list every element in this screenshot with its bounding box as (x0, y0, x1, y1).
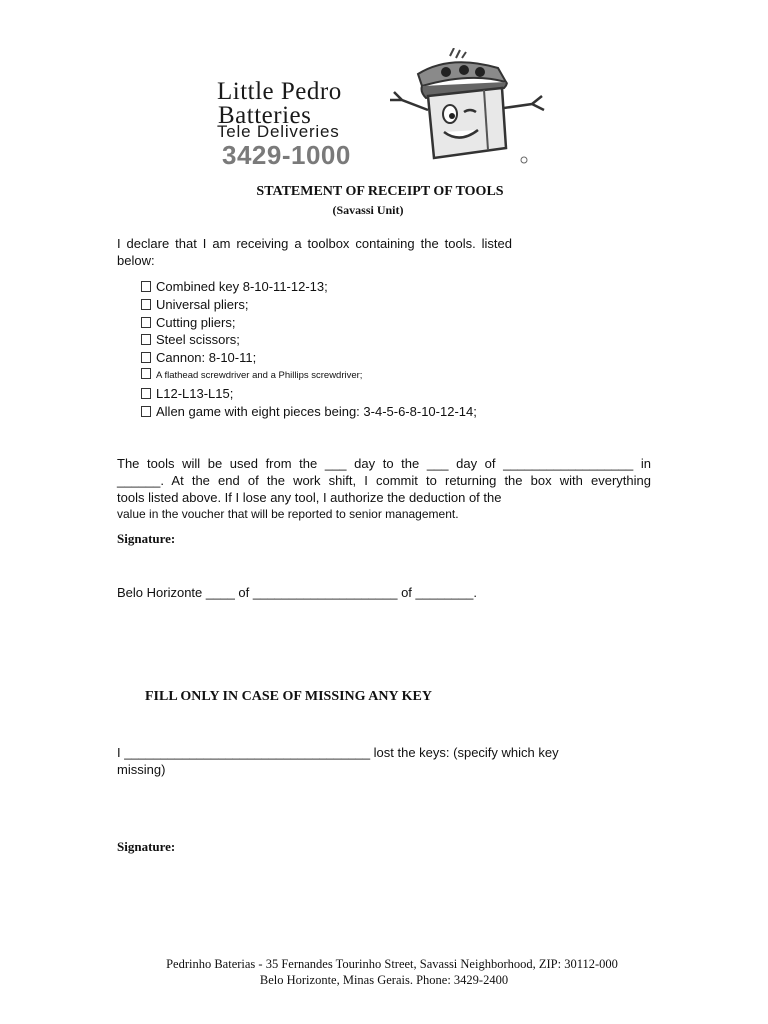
document-subtitle: (Savassi Unit) (332, 203, 404, 217)
usage-line: tools listed above. If I lose any tool, I authorize the deduction of the (117, 490, 502, 505)
checkbox-icon (141, 317, 151, 328)
tools-list (141, 278, 477, 420)
place-date-line: Belo Horizonte ____ of ____________________ of ________. (117, 585, 477, 600)
checkbox-icon (141, 388, 151, 399)
missing-section-title: FILL ONLY IN CASE OF MISSING ANY KEY (145, 689, 432, 704)
logo-name-line1: Little Pedro (217, 78, 342, 105)
footer-address: Pedrinho Baterias - 35 Fernandes Tourinho Street, Savassi Neighborhood, ZIP: 30112-000 (166, 957, 618, 971)
footer-contact: Belo Horizonte, Minas Gerais. Phone: 3429-2400 (259, 973, 509, 987)
usage-line: ______. At the end of the work shift, I commit to returning the box with everything (117, 473, 651, 488)
checkbox-icon (141, 334, 151, 345)
list-item: Allen game with eight pieces being: 3-4-5-6-8-10-12-14; (141, 403, 477, 421)
battery-mascot-icon (380, 48, 556, 168)
logo-tagline: Tele Deliveries (217, 122, 340, 141)
list-item: Steel scissors; (141, 331, 477, 349)
usage-paragraph (117, 455, 651, 523)
list-item: Cannon: 8-10-11; (141, 349, 477, 367)
list-item: Combined key 8-10-11-12-13; (141, 278, 477, 296)
list-item: Universal pliers; (141, 296, 477, 314)
intro-paragraph: I declare that I am receiving a toolbox containing the tools. listed below: (117, 236, 512, 268)
missing-keys-paragraph: I __________________________________ lost the keys: (specify which key missing) (117, 745, 559, 777)
list-item: Cutting pliers; (141, 314, 477, 332)
list-item: L12-L13-L15; (141, 385, 477, 403)
logo-phone: 3429-1000 (222, 140, 351, 170)
list-item: A flathead screwdriver and a Phillips screwdriver; (141, 367, 477, 385)
signature-label: Signature: (117, 531, 176, 546)
logo-name-line2: Batteries (218, 102, 312, 129)
usage-line: The tools will be used from the ___ day to the ___ day of __________________ in (117, 456, 651, 471)
checkbox-icon (141, 368, 151, 379)
checkbox-icon (141, 299, 151, 310)
signature-label: Signature: (117, 839, 176, 854)
checkbox-icon (141, 352, 151, 363)
document-title: STATEMENT OF RECEIPT OF TOOLS (256, 184, 504, 199)
company-logo (214, 72, 554, 172)
checkbox-icon (141, 281, 151, 292)
checkbox-icon (141, 406, 151, 417)
usage-line: value in the voucher that will be reported to senior management. (117, 507, 459, 521)
